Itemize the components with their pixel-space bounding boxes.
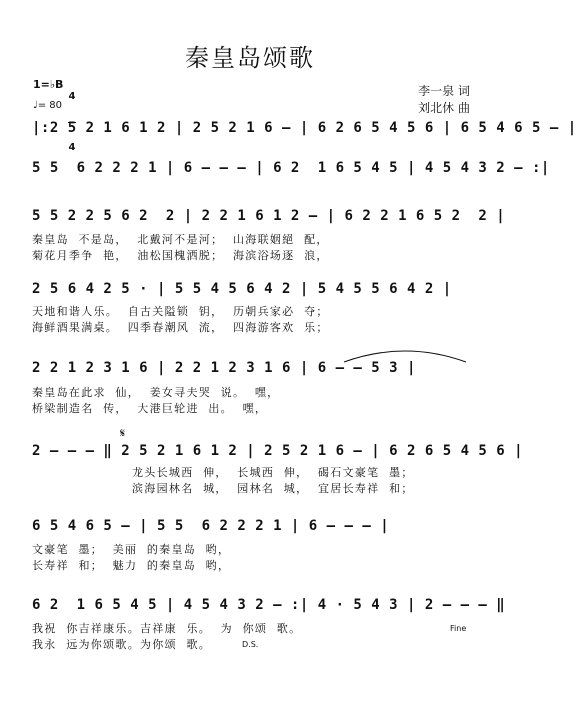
lyrics-line-6-verse-1: 龙头长城西 伸， 长城西 伸， 碣石文豪笔 墨； [132,466,414,479]
time-signature-bottom: 4 [68,142,76,153]
lyrics-line-3-verse-1: 秦皇岛 不是岛， 北戴河不是河； 山海联姻絕 配， [32,233,329,246]
fine-mark: Fine [450,624,467,633]
lyrics-line-4-verse-1: 天地和谐人乐。 自古关隘锁 钥， 历朝兵家必 夺； [32,305,329,318]
lyrics-line-7-verse-1: 文豪笔 墨； 美丽 的秦皇岛 哟， [32,543,231,556]
notation-line-8: 6 2 1 6 5 4 5 | 4 5 4 3 2 – :| 4 · 5 4 3 | 2 – – – ‖ [32,597,506,613]
lyrics-line-5-verse-2: 桥梁制造名 传， 大港巨轮进 出。 嘿， [32,402,268,415]
tempo-marking: ♩= 80 [33,100,62,111]
notation-line-6: 2 – – – ‖ 2 5 2 1 6 1 2 | 2 5 2 1 6 – | 6 2 6 5 4 5 6 | [32,443,524,459]
lyrics-line-4-verse-2: 海鲜酒果满桌。 四季春潮风 流， 四海游客欢 乐； [32,321,329,334]
segno-icon: 𝄋 [120,426,126,440]
lyrics-line-3-verse-2: 菊花月季争 艳， 油松国槐洒脱； 海滨浴场逐 浪， [32,249,329,262]
key-signature: 1=♭B [33,78,64,91]
composer-credit: 刘北休 曲 [418,101,470,115]
page-title: 秦皇岛颂歌 [185,44,315,72]
lyrics-line-6-verse-2: 滨海园林名 城， 园林名 城， 宜居长寿祥 和； [132,482,414,495]
lyrics-line-7-verse-2: 长寿祥 和； 魅力 的秦皇岛 哟， [32,559,231,572]
notation-line-3: 5 5 2 2 5 6 2 2 | 2 2 1 6 1 2 – | 6 2 2 1 6 5 2 2 | [32,208,506,224]
notation-line-2: 5 5 6 2 2 2 1 | 6 – – – | 6 2 1 6 5 4 5 | 4 5 4 3 2 – :| [32,160,550,176]
ds-mark: D.S. [242,640,259,649]
notation-line-5: 2 2 1 2 3 1 6 | 2 2 1 2 3 1 6 | 6 – – 5 3 | [32,360,416,376]
notation-line-1: |:2 5 2 1 6 1 2 | 2 5 2 1 6 – | 6 2 6 5 4 5 6 | 6 5 4 6 5 – | [32,120,577,136]
time-signature [68,72,76,163]
lyrics-line-8-verse-2: 我永 远为你颂歌。为你颂 歌。 [32,638,212,651]
notation-line-7: 6 5 4 6 5 – | 5 5 6 2 2 2 1 | 6 – – – | [32,518,390,534]
slur-line-5 [340,344,470,366]
lyrics-line-5-verse-1: 秦皇岛在此求 仙， 姜女寻夫哭 说。 嘿， [32,386,280,399]
notation-line-4: 2 5 6 4 2 5 · | 5 5 4 5 6 4 2 | 5 4 5 5 6 4 2 | [32,281,452,297]
lyrics-line-8-verse-1: 我祝 你吉祥康乐。吉祥康 乐。 为 你颂 歌。 [32,622,302,635]
time-signature-top: 4 [68,91,76,102]
lyricist-credit: 李一泉 词 [418,84,470,98]
